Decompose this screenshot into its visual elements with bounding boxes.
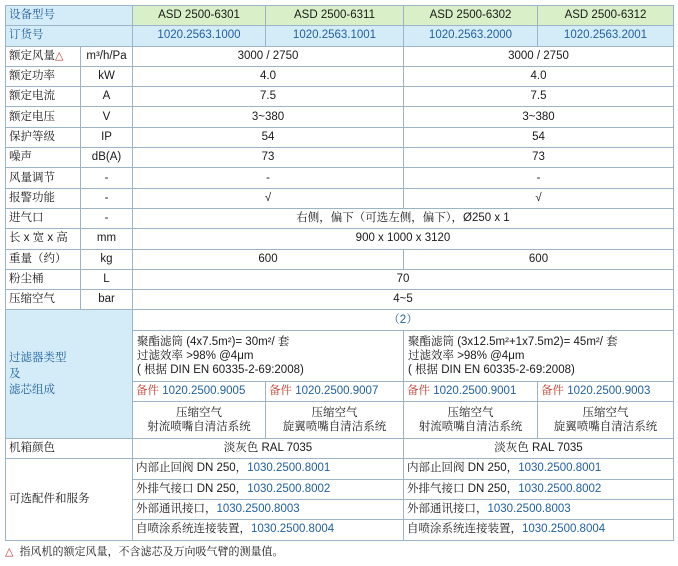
filter-desc: 聚酯滤筒 (4x7.5m²)= 30m²/ 套 过滤效率 >98% @4μm ( 根据 DIN EN 60335-2-69:2008) [133, 330, 404, 381]
spec-label: 额定电流 [6, 87, 81, 107]
spec-label: 额定风量△ [6, 46, 81, 66]
order-row [6, 26, 674, 46]
warning-triangle-icon: △ [5, 546, 14, 558]
spec-label: 额定功率 [6, 66, 81, 86]
cleaning-cell: 压缩空气 旋翼喷嘴自清洁系统 [538, 402, 674, 439]
spec-value: 4~5 [133, 290, 674, 310]
spec-unit: mm [81, 229, 133, 249]
option-cell: 内部止回阀 DN 250，1030.2500.8001 [404, 459, 674, 479]
spec-row-current [6, 87, 674, 107]
spec-table [5, 5, 674, 541]
cabinet-label: 机箱颜色 [6, 439, 133, 459]
spec-value: 54 [133, 127, 404, 147]
spec-value: 4.0 [133, 66, 404, 86]
spec-label: 进气口 [6, 208, 81, 228]
footnote-text: 指风机的额定风量，不含滤芯及万向吸气臂的测量值。 [19, 546, 284, 558]
model-cell: ASD 2500-6312 [538, 6, 674, 26]
cabinet-value: 淡灰色 RAL 7035 [133, 439, 404, 459]
model-row [6, 6, 674, 26]
spec-label: 报警功能 [6, 188, 81, 208]
option-cell: 外部通讯接口，1030.2500.8003 [404, 499, 674, 519]
filter-count-row [6, 310, 674, 330]
spec-label: 重量（约） [6, 249, 81, 269]
filter-count: （2） [133, 310, 674, 330]
model-cell: ASD 2500-6311 [266, 6, 404, 26]
spec-value: 73 [133, 148, 404, 168]
spec-unit: IP [81, 127, 133, 147]
options-label: 可选配件和服务 [6, 459, 133, 540]
spec-row-noise [6, 148, 674, 168]
spec-row-dimensions [6, 229, 674, 249]
spec-value: √ [404, 188, 674, 208]
spec-row-compressed-air [6, 290, 674, 310]
order-cell: 1020.2563.1000 [133, 26, 266, 46]
spec-value: 3~380 [404, 107, 674, 127]
model-cell: ASD 2500-6302 [404, 6, 538, 26]
cabinet-value: 淡灰色 RAL 7035 [404, 439, 674, 459]
order-label: 订货号 [6, 26, 133, 46]
spec-row-alarm [6, 188, 674, 208]
spec-row-protection [6, 127, 674, 147]
spec-unit: m³/h/Pa [81, 46, 133, 66]
spec-unit: - [81, 208, 133, 228]
spec-value: 900 x 1000 x 3120 [133, 229, 674, 249]
spec-sheet [5, 5, 673, 541]
spec-row-power [6, 66, 674, 86]
spare-cell: 备件 1020.2500.9005 [133, 381, 266, 401]
cleaning-cell: 压缩空气 射流喷嘴自清洁系统 [133, 402, 266, 439]
spec-row-dust-bin [6, 269, 674, 289]
option-cell: 外排气接口 DN 250，1030.2500.8002 [133, 479, 404, 499]
spec-label: 保护等级 [6, 127, 81, 147]
spec-value: 7.5 [404, 87, 674, 107]
option-row [6, 459, 674, 479]
warning-triangle-icon: △ [55, 49, 64, 62]
spec-value: 3~380 [133, 107, 404, 127]
cabinet-row [6, 439, 674, 459]
spec-value: 7.5 [133, 87, 404, 107]
model-label: 设备型号 [6, 6, 133, 26]
spec-unit: A [81, 87, 133, 107]
spec-row-voltage [6, 107, 674, 127]
spec-value: 73 [404, 148, 674, 168]
option-cell: 自喷涂系统连接装置，1030.2500.8004 [133, 520, 404, 540]
spec-value: 右侧，偏下（可选左侧，偏下），Ø250 x 1 [133, 208, 674, 228]
spec-value: 600 [133, 249, 404, 269]
option-cell: 外部通讯接口，1030.2500.8003 [133, 499, 404, 519]
filter-desc: 聚酯滤筒 (3x12.5m²+1x7.5m2)= 45m²/ 套 过滤效率 >98% @4μm ( 根据 DIN EN 60335-2-69:2008) [404, 330, 674, 381]
spec-unit: bar [81, 290, 133, 310]
spec-unit: kg [81, 249, 133, 269]
spare-cell: 备件 1020.2500.9001 [404, 381, 538, 401]
spec-value: 3000 / 2750 [404, 46, 674, 66]
spec-label: 风量调节 [6, 168, 81, 188]
spec-value: 3000 / 2750 [133, 46, 404, 66]
cleaning-cell: 压缩空气 旋翼喷嘴自清洁系统 [266, 402, 404, 439]
spec-unit: - [81, 188, 133, 208]
spec-value: - [133, 168, 404, 188]
spec-value: - [404, 168, 674, 188]
spec-row-inlet [6, 208, 674, 228]
spec-label: 额定电压 [6, 107, 81, 127]
footnote [5, 543, 283, 559]
spec-label: 粉尘桶 [6, 269, 81, 289]
spare-cell: 备件 1020.2500.9003 [538, 381, 674, 401]
spec-unit: dB(A) [81, 148, 133, 168]
spec-value: 70 [133, 269, 674, 289]
spec-unit: V [81, 107, 133, 127]
spec-value: 4.0 [404, 66, 674, 86]
spec-row-airflow [6, 46, 674, 66]
option-cell: 外排气接口 DN 250，1030.2500.8002 [404, 479, 674, 499]
spec-unit: L [81, 269, 133, 289]
spec-unit: - [81, 168, 133, 188]
cleaning-cell: 压缩空气 射流喷嘴自清洁系统 [404, 402, 538, 439]
spec-unit: kW [81, 66, 133, 86]
option-cell: 内部止回阀 DN 250，1030.2500.8001 [133, 459, 404, 479]
spec-value: 54 [404, 127, 674, 147]
spec-row-weight [6, 249, 674, 269]
order-cell: 1020.2563.2001 [538, 26, 674, 46]
spare-cell: 备件 1020.2500.9007 [266, 381, 404, 401]
spec-label: 压缩空气 [6, 290, 81, 310]
spec-label: 噪声 [6, 148, 81, 168]
option-cell: 自喷涂系统连接装置，1030.2500.8004 [404, 520, 674, 540]
spec-value: √ [133, 188, 404, 208]
order-cell: 1020.2563.1001 [266, 26, 404, 46]
order-cell: 1020.2563.2000 [404, 26, 538, 46]
spec-value: 600 [404, 249, 674, 269]
spec-label: 长 x 宽 x 高 [6, 229, 81, 249]
spec-row-air-adjust [6, 168, 674, 188]
model-cell: ASD 2500-6301 [133, 6, 266, 26]
filter-label: 过滤器类型 及 滤芯组成 [6, 310, 133, 439]
